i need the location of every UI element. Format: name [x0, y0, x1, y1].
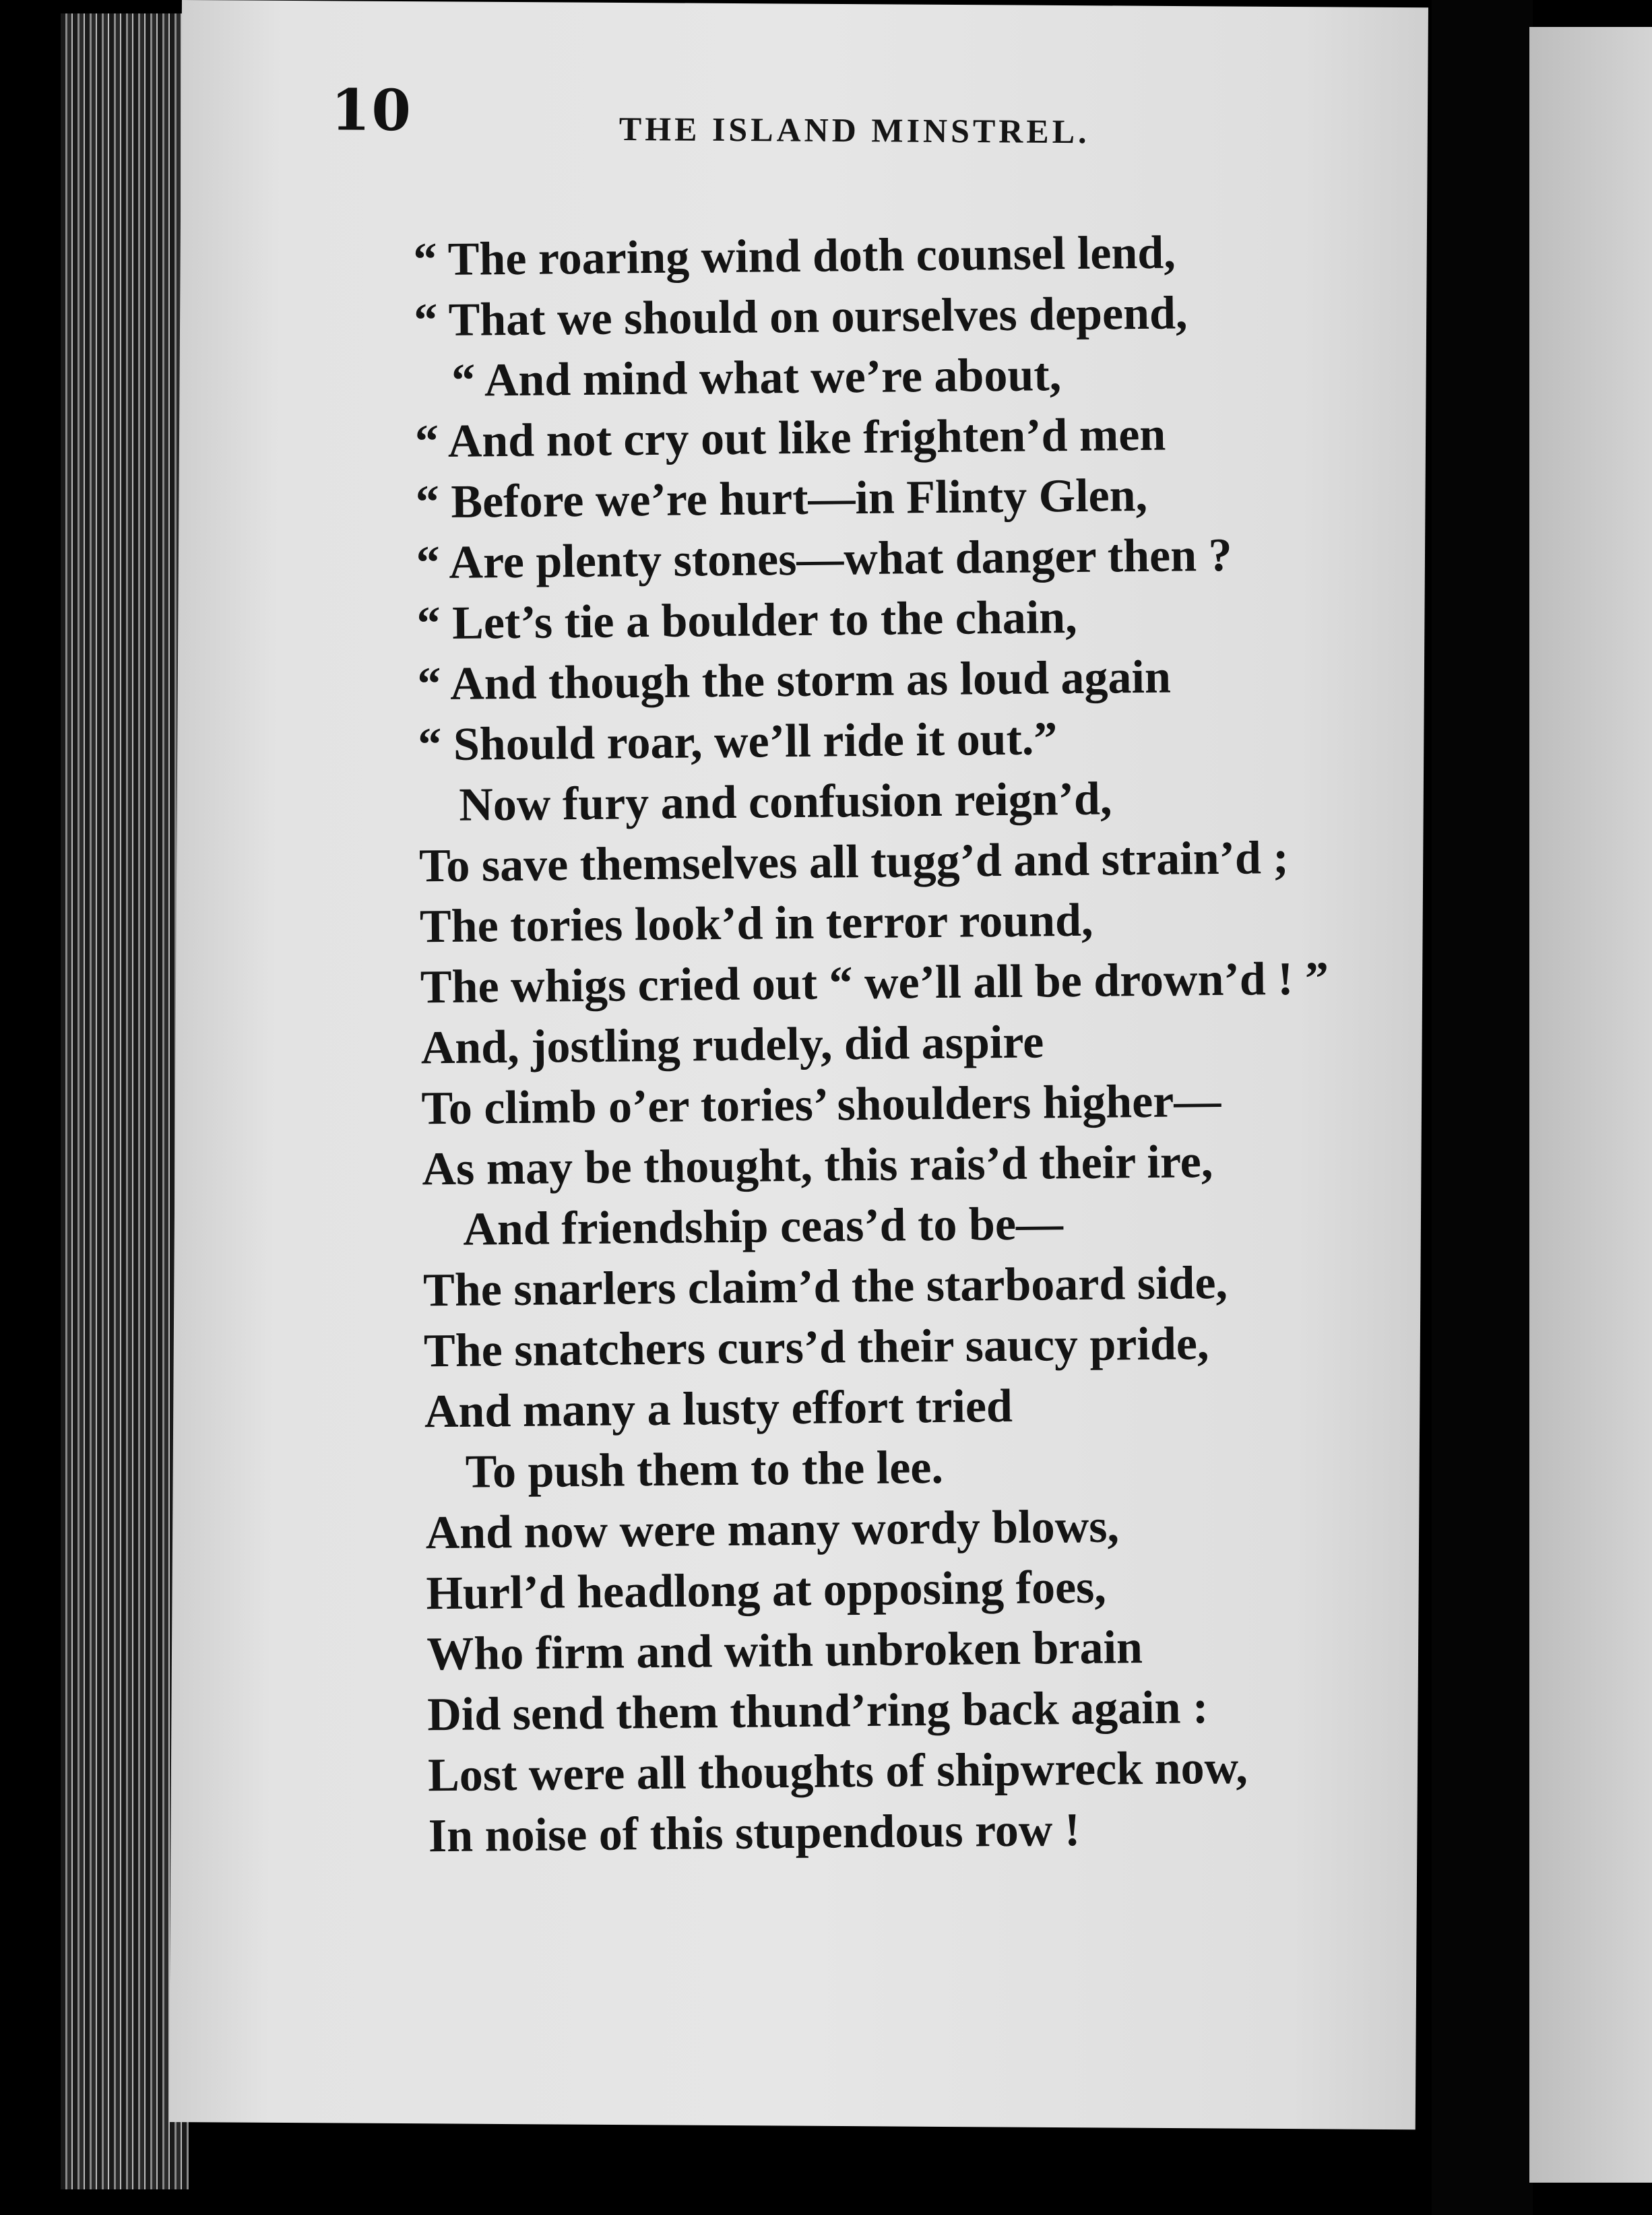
poem-line: And, jostling rudely, did aspire: [420, 1016, 1044, 1074]
poem-line: To climb o’er tories’ shoulders higher—: [421, 1074, 1221, 1135]
page: [169, 0, 1428, 2129]
poem-line: “ The roaring wind doth counsel lend,: [413, 226, 1176, 286]
poem-line: “ And not cry out like frighten’d men: [414, 408, 1166, 468]
poem-line: In noise of this stupendous row !: [428, 1804, 1081, 1863]
poem-line: The tories look’d in terror round,: [419, 894, 1093, 953]
poem-line: To save themselves all tugg’d and strain’d ;: [418, 831, 1290, 893]
poem-line: The snatchers curs’d their saucy pride,: [423, 1318, 1209, 1378]
poem-line: The whigs cried out “ we’ll all be drown’d ! ”: [420, 953, 1329, 1014]
poem-line: “ And though the storm as loud again: [417, 651, 1172, 711]
poem-line: The snarlers claim’d the starboard side,: [422, 1256, 1228, 1317]
poem-line: “ Should roar, we’ll ride it out.”: [418, 713, 1058, 771]
poem-line: “ Are plenty stones—what danger then ?: [416, 529, 1232, 589]
poem-line: Did send them thund’ring back again :: [426, 1681, 1209, 1741]
poem: [179, 0, 1445, 2125]
poem-line: “ And mind what we’re about,: [451, 349, 1062, 407]
book-gutter: [1432, 0, 1533, 2215]
poem-line: And many a lusty effort tried: [424, 1380, 1013, 1438]
poem-line: “ Before we’re hurt—in Flinty Glen,: [415, 469, 1148, 529]
poem-line: Hurl’d headlong at opposing foes,: [426, 1561, 1107, 1620]
poem-line: “ That we should on ourselves depend,: [413, 287, 1188, 347]
poem-line: As may be thought, this rais’d their ire,: [422, 1136, 1213, 1196]
poem-line: Lost were all thoughts of shipwreck now,: [427, 1741, 1248, 1802]
poem-line: And friendship ceas’d to be—: [462, 1198, 1064, 1256]
poem-line: Who firm and with unbroken brain: [426, 1622, 1143, 1681]
facing-page: [1529, 27, 1652, 2183]
running-title: THE ISLAND MINSTREL.: [618, 109, 1090, 151]
page-number: 10: [330, 76, 413, 144]
page-edges: [61, 13, 189, 2189]
poem-line: And now were many wordy blows,: [425, 1500, 1120, 1560]
poem-line: To push them to the lee.: [465, 1441, 944, 1498]
poem-line: Now fury and confusion reign’d,: [458, 773, 1112, 831]
poem-line: “ Let’s tie a boulder to the chain,: [416, 591, 1077, 650]
